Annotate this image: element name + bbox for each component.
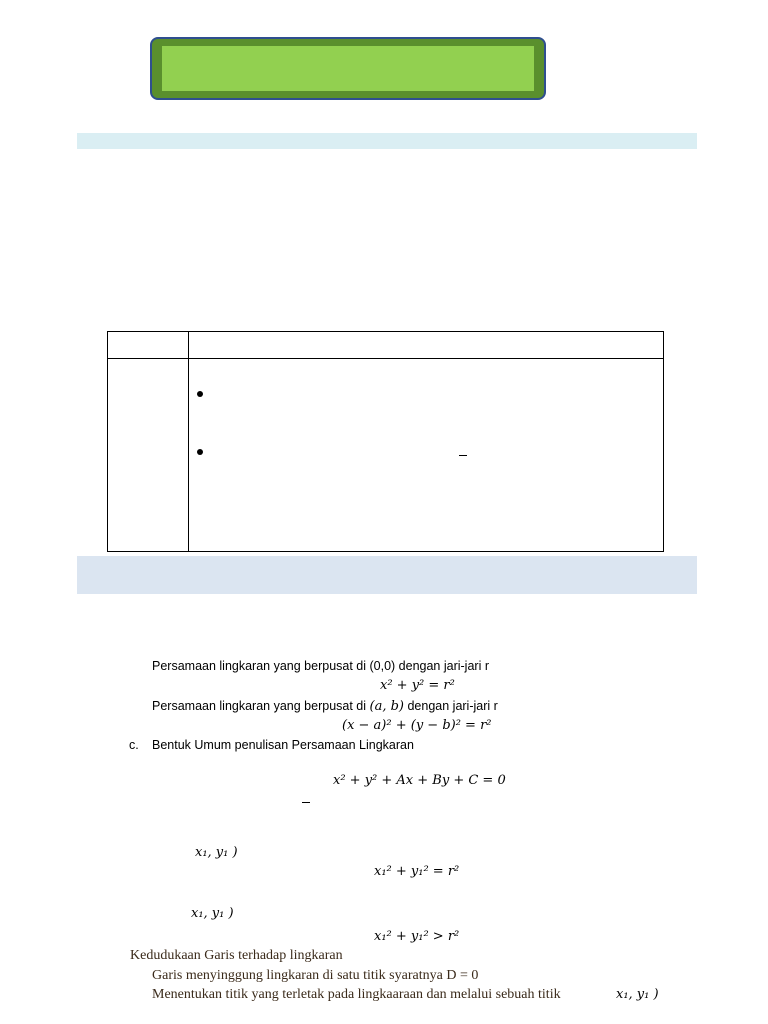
- section-band-top: [77, 133, 697, 149]
- eq-center-ab-label-prefix: Persamaan lingkaran yang berpusat di: [152, 699, 367, 713]
- eq-point-on: x₁² + y₁² = r²: [374, 864, 460, 879]
- eq-center-ab-point: (a, b): [369, 699, 404, 714]
- dash-mark: [302, 802, 310, 803]
- eq-center-origin: x² + y² = r²: [380, 678, 455, 693]
- eq-center-ab-label-suffix: dengan jari-jari r: [407, 699, 498, 713]
- section-c-title: Bentuk Umum penulisan Persamaan Lingkaran: [152, 738, 414, 752]
- title-banner: [150, 37, 546, 100]
- section-band-bottom: [77, 556, 697, 594]
- point-2: x₁, y₁ ): [191, 906, 234, 921]
- dash-mark: [459, 455, 467, 456]
- info-table: [107, 331, 664, 552]
- title-banner-inner: [162, 46, 534, 91]
- point-1: x₁, y₁ ): [195, 845, 238, 860]
- eq-center-origin-label: Persamaan lingkaran yang berpusat di (0,0) dengan jari-jari r: [152, 659, 489, 673]
- eq-point-outside: x₁² + y₁² > r²: [374, 929, 460, 944]
- eq-center-ab: (x − a)² + (y − b)² = r²: [342, 718, 492, 733]
- eq-center-ab-label: [152, 699, 498, 714]
- kedudukan-title: Kedudukaan Garis terhadap lingkaran: [130, 948, 343, 963]
- table-header-divider: [108, 358, 663, 359]
- menyinggung-text: Garis menyinggung lingkaran di satu titik syaratnya D = 0: [152, 968, 479, 983]
- bullet-icon: [197, 449, 203, 455]
- eq-general: x² + y² + Ax + By + C = 0: [333, 773, 506, 788]
- table-column-divider: [188, 332, 189, 551]
- section-c-marker: c.: [129, 738, 139, 752]
- bullet-icon: [197, 391, 203, 397]
- menentukan-point: x₁, y₁ ): [616, 987, 659, 1002]
- menentukan-text: Menentukan titik yang terletak pada lingkaaraan dan melalui sebuah titik: [152, 987, 561, 1002]
